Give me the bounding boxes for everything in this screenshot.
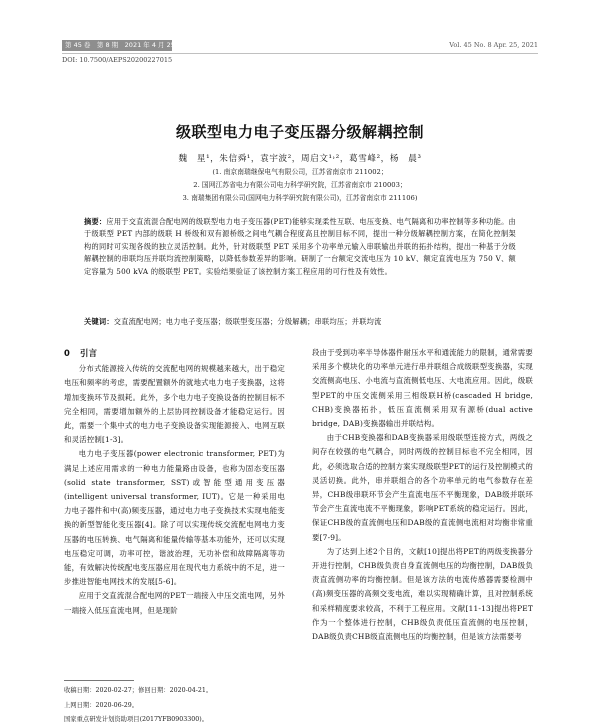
body-column-left [64, 346, 285, 618]
header-divider [62, 53, 538, 54]
doi-link[interactable]: DOI: 10.7500/AEPS20200227015 [62, 56, 173, 64]
keywords [84, 316, 516, 328]
section-heading [64, 346, 285, 360]
abstract-text: 应用于交直流混合配电网的级联型电力电子变压器(PET)能够实现柔性互联、电压变换、电气隔离和功率控制等多种功能。由于级联型 PET 内部的级联 H 桥级和双有源桥级之间电气耦合程度高且控制目标不同，提出一种分级解耦控制方案，在简化控制架构的同时可实现各级的独立灵活控制。此外，针对级联型 PET 采用多个功率单元输入串联输出并联的拓扑结构，提出一种基于分级解耦控制的串联均压并联均流控制策略，以降低参数差异的影响。研制了一台额定交流电压为 10 kV、额定直流电压为 750 V、额定容量为 500 kVA 的级联型 PET。实验结果验证了该控制方案工程应用的可行性及有效性。 [84, 217, 516, 276]
paragraph: 段由于受到功率半导体器件耐压水平和通流能力的限制，通常需要采用多个模块化的功率单元进行串并联组合成级联型变换器，实现交流侧高电压、小电流与直流侧低电压、大电流应用。因此，级联型PET的中压交流侧采用三相级联H桥(cascaded H bridge, CHB)变换器拓扑，低压直流侧采用双有源桥(dual active bridge, DAB)变换器输出并联结构。 [312, 348, 533, 429]
affiliation-list [0, 166, 600, 205]
footnotes [64, 684, 212, 728]
footnote-online: 上网日期：2020-06-29。 [64, 701, 139, 709]
affiliation-2: 2. 国网江苏省电力有限公司电力科学研究院，江苏省南京市 210003； [193, 181, 407, 189]
paragraph: 电力电子变压器(power electronic transformer, PET)为满足上述应用需求的一种电力能量路由设备，也称为固态变压器(solid state transformer, SST)或智能型通用变压器(intelligent universal transformer, IUT)。它是一种采用电力电子器件和中(高)频变压器，通过电力电子变换技术实现电能变换的新型智能化变压器[4]。除了可以实现传统交流配电网电力变压器的电压转换、电气隔离和能量传输等基本功能外，还可以实现电压稳定可调，功率可控，谐波治理，无功补偿和故障隔离等功能，有效解决传统配电变压器应用在现代电力系统中的不足，进一步推进智能电网技术的发展[5-6]。 [64, 449, 285, 587]
author-list: 魏 星¹，朱信舜¹，袁宇波²，周启文¹˒²，葛雪峰²，杨 晨³ [178, 154, 422, 164]
affiliation-1: (1. 南京南瑞继保电气有限公司，江苏省南京市 211002； [212, 168, 388, 176]
abstract [84, 216, 516, 278]
footnote-received: 收稿日期：2020-02-27；修回日期：2020-04-21。 [64, 687, 213, 694]
journal-volume-en: Vol. 45 No. 8 Apr. 25, 2021 [449, 41, 538, 49]
paragraph: 由于CHB变换器和DAB变换器采用级联型连接方式，两级之间存在较强的电气耦合，同时两级的控制目标也不完全相同，因此，必须选取合适的控制方案实现级联型PET的运行及控制模式的灵活切换。此外，串并联组合的各个功率单元的电气参数存在差异，CHB级串联环节会产生直流电压不平衡现象，DAB级并联环节会产生直流电流不平衡现象，影响PET系统的稳定运行。因此，保证CHB级的直流侧电压和DAB级的直流侧电流相对均衡非常重要[7-9]。 [312, 433, 533, 542]
abstract-label: 摘要： [84, 217, 107, 226]
footnote-divider [64, 680, 134, 681]
keywords-text: 交直流配电网；电力电子变压器；级联型变压器；分级解耦；串联均压；并联均流 [113, 317, 382, 326]
section-title: 引言 [80, 348, 98, 358]
journal-issue-label: 第 45 卷 第 8 期 2021 年 4 月 25 日 [65, 41, 184, 49]
journal-issue-banner [62, 40, 184, 51]
affiliation-3: 3. 南瑞集团有限公司(国网电力科学研究院有限公司)，江苏省南京市 211106) [182, 194, 418, 202]
paragraph: 应用于交直流混合配电网的PET一端接入中压交流电网，另外一端接入低压直流电网，但是现阶 [64, 591, 285, 615]
footnote-funding: 国家重点研发计划资助项目(2017YFB0903300)。 [64, 716, 208, 723]
keywords-label: 关键词： [84, 317, 114, 326]
body-column-right [312, 346, 533, 644]
section-number: 0 [64, 348, 71, 358]
paragraph: 为了达到上述2个目的，文献[10]提出将PET的两级变换器分开进行控制，CHB级负责自身直流侧电压的均衡控制，DAB级负责直流侧功率的均衡控制。但是该方法的电流传感器需要检测中(高)频变压器的高频交变电流，难以实现精确计算，且对控制系统和采样精度要求较高，不利于工程应用。文献[11-13]提出将PET作为一个整体进行控制，CHB级负责低压直流侧的电压控制，DAB级负责CHB级直流侧电压的均衡控制，但是该方法需要考 [312, 546, 533, 642]
paper-title: 级联型电力电子变压器分级解耦控制 [175, 123, 424, 141]
paragraph: 分布式能源接入传统的交流配电网的规模越来越大，出于稳定电压和频率的考虑，需要配置额外的就地式电力电子变换器，这将增加变换环节及损耗。此外，多个电力电子变换设备的控制目标不完全相同，需要增加额外的上层协同控制设备才能稳定运行。因此，需要一个集中式的电力电子变换设备实现能源接入、电网互联和灵活控制[1-3]。 [64, 364, 285, 445]
